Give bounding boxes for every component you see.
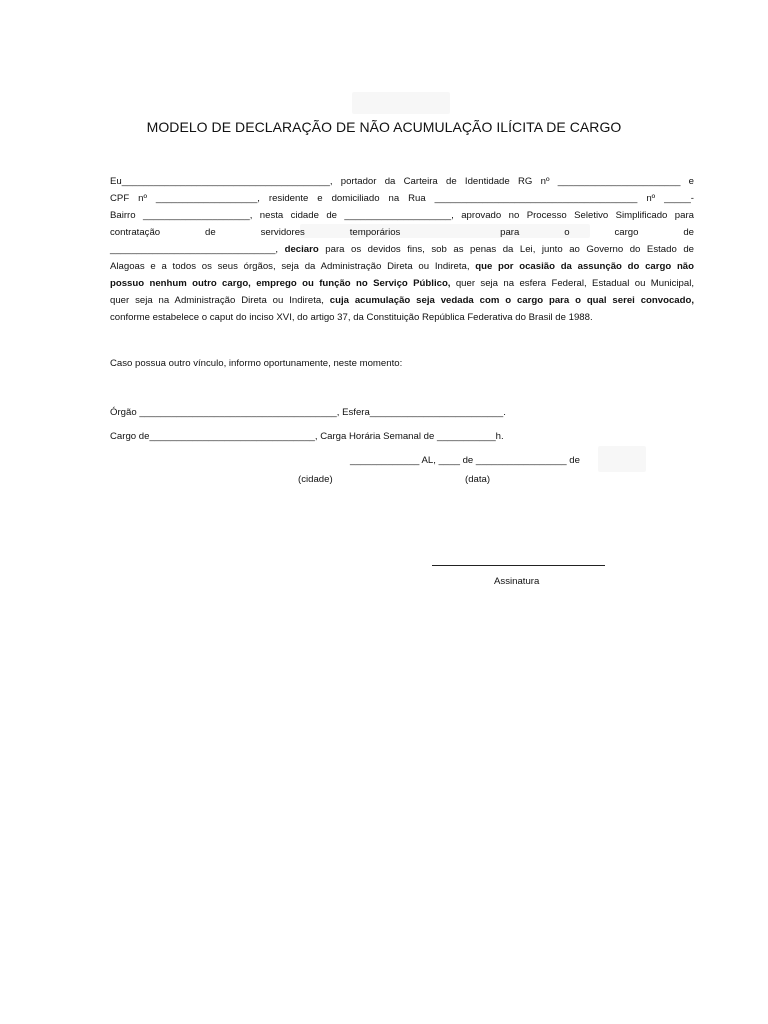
paragraph-line-9: conforme estabelece o caput do inciso XVI, do artigo 37, da Constituição República Federativa do Brasil de 1988.	[110, 312, 593, 324]
cargo-carga-horaria-line: Cargo de_______________________________, Carga Horária Semanal de ___________h.	[110, 431, 504, 442]
declaro-word: deciaro	[284, 244, 319, 256]
paragraph-line-7-bold: possuo nenhum outro cargo, emprego ou função no Serviço Público,	[110, 278, 451, 290]
paragraph-line-3: Bairro ____________________, nesta cidade de ____________________, aprovado no Processo Seletivo Simplificado para	[110, 210, 694, 222]
paragraph-line-6	[110, 258, 694, 275]
signature-caption: Assinatura	[494, 576, 540, 587]
paragraph-line-2: CPF nº ___________________, residente e domiciliado na Rua ______________________________________ nº _____-	[110, 193, 694, 205]
paragraph-line-4	[110, 224, 694, 241]
paragraph-line-8	[110, 292, 694, 309]
paragraph-line-5	[110, 241, 694, 258]
orgao-esfera-line: Órgão _____________________________________, Esfera_________________________.	[110, 407, 506, 418]
paragraph-line-4-start: contratação de servidores temporários	[110, 227, 401, 239]
document-title: MODELO DE DECLARAÇÃO DE NÃO ACUMULAÇÃO ILÍCITA DE CARGO	[146, 119, 622, 135]
paragraph-line-1: Eu_______________________________________, portador da Carteira de Identidade RG nº _______________________ e	[110, 176, 694, 187]
paragraph-line-4-end: para o cargo de	[500, 227, 694, 239]
paragraph-line-6-start: Alagoas e a todos os seus órgãos, seja da Administração Direta ou Indireta,	[110, 261, 470, 273]
date-caption: (data)	[465, 474, 491, 485]
place-date-line: _____________ AL, ____ de _________________ de	[350, 455, 580, 466]
other-link-statement: Caso possua outro vínculo, informo oportunamente, neste momento:	[110, 358, 403, 369]
cargo-blank: _______________________________,	[110, 244, 279, 256]
signature-line	[432, 565, 605, 566]
city-caption: (cidade)	[298, 474, 333, 485]
paragraph-line-7	[110, 275, 694, 292]
paragraph-line-8-bold: cuja acumulação seja vedada com o cargo para o qual serei convocado,	[329, 295, 694, 307]
declaration-paragraph	[110, 173, 694, 326]
paragraph-line-5-end: para os devidos fins, sob as penas da Lei, junto ao Governo do Estado de	[325, 244, 694, 256]
paragraph-line-8-start: quer seja na Administração Direta ou Indireta,	[110, 295, 324, 307]
paragraph-line-6-bold: que por ocasião da assunção do cargo não	[475, 261, 694, 273]
bleed-through-mark	[352, 92, 450, 114]
bleed-through-mark	[598, 446, 646, 472]
paragraph-line-7-end: quer seja na esfera Federal, Estadual ou Municipal,	[455, 278, 694, 290]
